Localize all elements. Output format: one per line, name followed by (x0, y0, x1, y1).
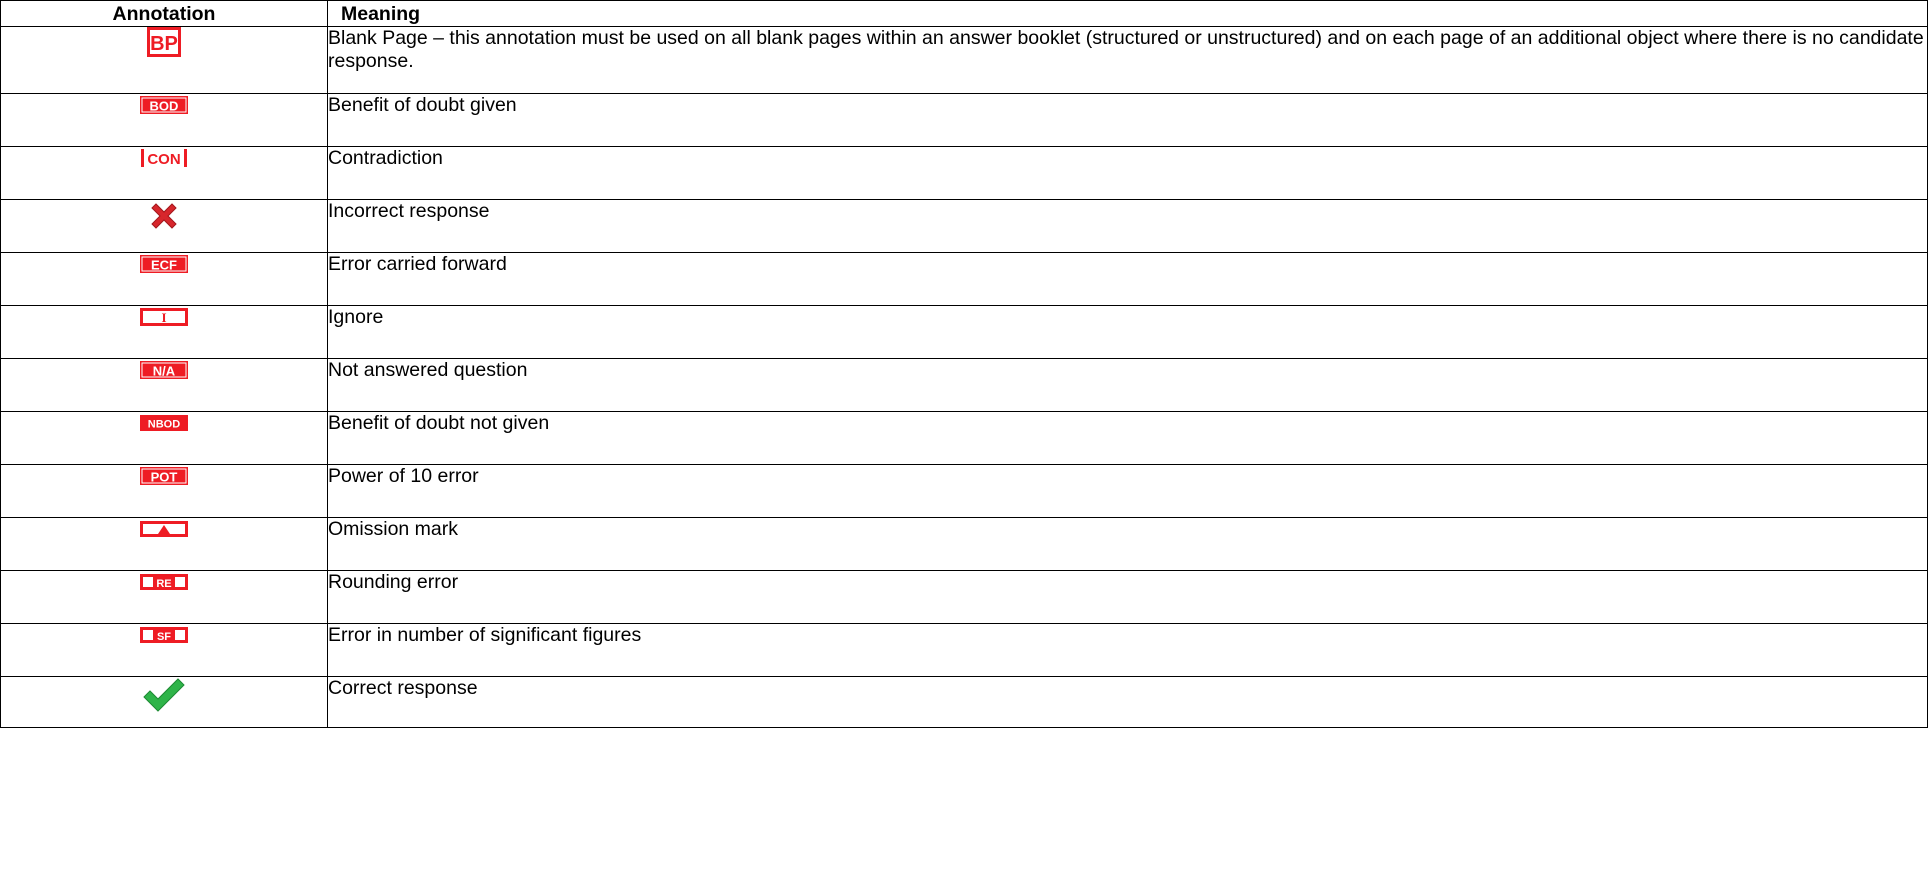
nbod-stamp-text: NBOD (147, 418, 181, 431)
table-row (1, 677, 1928, 728)
table-row (1, 571, 1928, 624)
header-meaning: Meaning (328, 1, 1928, 27)
table-row (1, 27, 1928, 94)
bp-stamp-text: BP (150, 33, 178, 55)
tick-icon (142, 677, 186, 713)
meaning-cell: Correct response (328, 677, 1928, 728)
re-stamp-icon (140, 571, 188, 593)
table-row (1, 359, 1928, 412)
nbod-stamp-icon (140, 412, 188, 434)
table-row (1, 147, 1928, 200)
meaning-cell: Error in number of significant figures (328, 624, 1928, 677)
annotation-cell (1, 624, 328, 677)
annotation-cell (1, 412, 328, 465)
meaning-cell: Rounding error (328, 571, 1928, 624)
meaning-cell: Blank Page – this annotation must be used on all blank pages within an answer booklet (structured or unstructured) and on each page of an additional object where there is no candidate response. (328, 27, 1928, 94)
table-header-row (1, 1, 1928, 27)
con-stamp-icon (140, 147, 188, 169)
re-stamp-text: RE (156, 578, 172, 590)
bod-stamp-icon (140, 94, 188, 116)
annotation-cell (1, 147, 328, 200)
table-row (1, 94, 1928, 147)
annotation-cell (1, 94, 328, 147)
table-row (1, 253, 1928, 306)
meaning-cell: Contradiction (328, 147, 1928, 200)
con-stamp-text: CON (147, 151, 181, 168)
table-row (1, 624, 1928, 677)
pot-stamp-text: POT (150, 469, 178, 485)
ignore-stamp-text: I (161, 310, 167, 325)
table-row (1, 306, 1928, 359)
table-row (1, 518, 1928, 571)
sf-stamp-icon (140, 624, 188, 646)
annotation-cell (1, 359, 328, 412)
annotation-cell (1, 253, 328, 306)
annotation-cell (1, 306, 328, 359)
pot-stamp-icon (140, 465, 188, 487)
meaning-cell: Ignore (328, 306, 1928, 359)
table-row (1, 465, 1928, 518)
bod-stamp-text: BOD (149, 98, 179, 114)
meaning-cell: Benefit of doubt given (328, 94, 1928, 147)
meaning-cell: Error carried forward (328, 253, 1928, 306)
annotation-cell (1, 27, 328, 94)
annotation-cell (1, 465, 328, 518)
ecf-stamp-icon (140, 253, 188, 275)
na-stamp-icon (140, 359, 188, 381)
annotation-cell (1, 571, 328, 624)
meaning-cell: Power of 10 error (328, 465, 1928, 518)
meaning-cell: Not answered question (328, 359, 1928, 412)
cross-icon (148, 200, 180, 232)
meaning-cell: Omission mark (328, 518, 1928, 571)
ecf-stamp-text: ECF (151, 257, 177, 273)
meaning-cell: Benefit of doubt not given (328, 412, 1928, 465)
meaning-cell: Incorrect response (328, 200, 1928, 253)
ignore-stamp-icon (140, 306, 188, 328)
annotation-cell (1, 677, 328, 728)
table-row (1, 412, 1928, 465)
omission-stamp-icon (140, 518, 188, 540)
annotation-cell (1, 518, 328, 571)
na-stamp-text: N/A (152, 363, 176, 379)
annotation-cell (1, 200, 328, 253)
header-annotation: Annotation (1, 1, 328, 27)
bp-stamp-icon (147, 27, 181, 57)
sf-stamp-text: SF (156, 631, 172, 643)
table-row (1, 200, 1928, 253)
